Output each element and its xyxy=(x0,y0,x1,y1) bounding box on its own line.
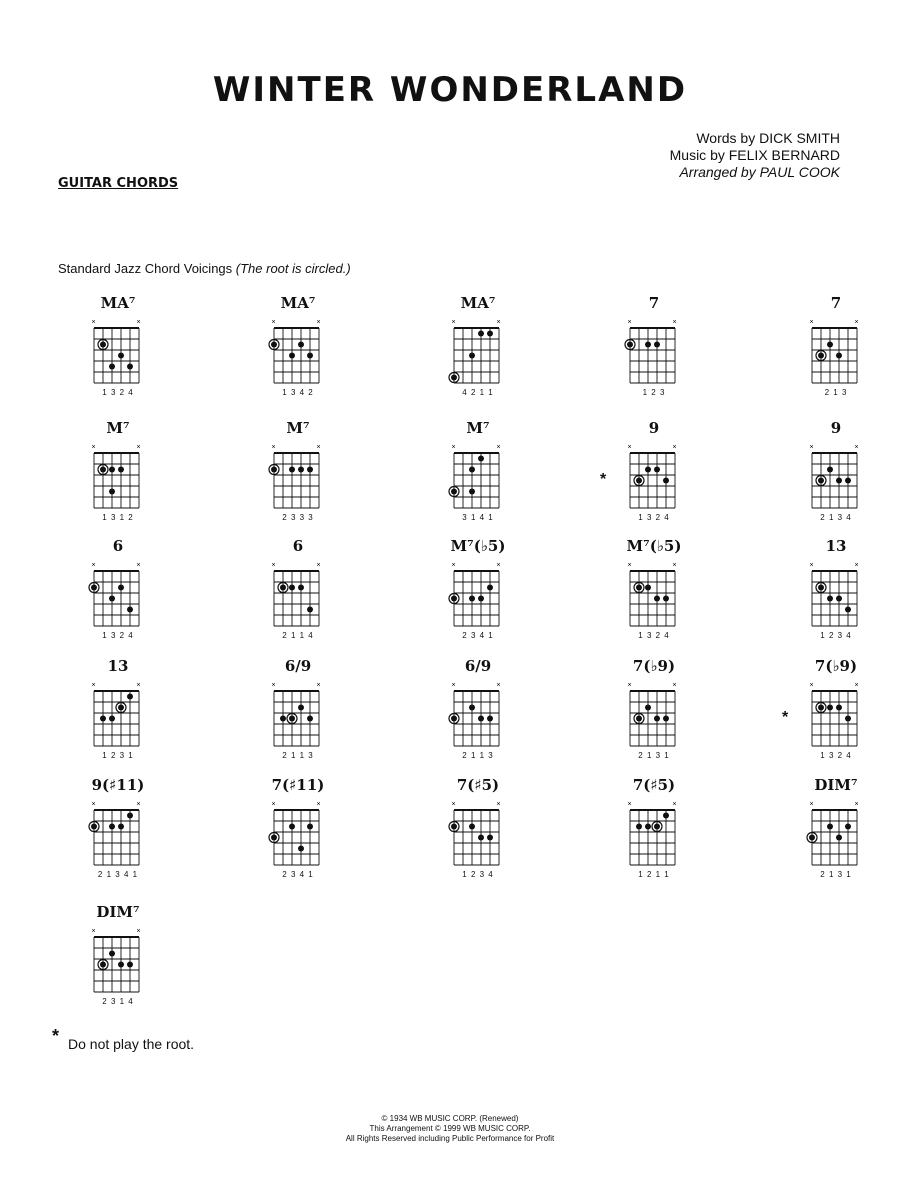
chord-name: 6 xyxy=(112,537,124,555)
finger-dot xyxy=(663,478,669,484)
finger-numbers: 1 3 2 4 xyxy=(638,631,670,640)
finger-dot xyxy=(280,716,286,722)
finger-dot xyxy=(91,824,97,830)
finger-dot xyxy=(109,467,115,473)
chord-name: 7(♯5) xyxy=(456,776,500,794)
mute-mark: × xyxy=(451,319,456,326)
fretboard-grid xyxy=(796,677,876,749)
finger-dot xyxy=(654,467,660,473)
mute-mark: × xyxy=(91,562,96,569)
finger-numbers: 2 3 3 3 xyxy=(282,513,314,522)
chord-diagram xyxy=(438,294,548,414)
finger-dot xyxy=(487,716,493,722)
fretboard-grid xyxy=(78,677,158,749)
chord-diagram xyxy=(782,657,900,777)
finger-dot xyxy=(469,467,475,473)
fretboard-grid xyxy=(258,796,338,868)
chord-name: DIM⁷ xyxy=(96,903,140,921)
finger-dot xyxy=(298,467,304,473)
finger-dot xyxy=(271,342,277,348)
chord-diagram xyxy=(614,294,724,414)
finger-numbers: 1 3 2 4 xyxy=(102,631,134,640)
finger-dot xyxy=(451,716,457,722)
chord-name: 6 xyxy=(292,537,304,555)
finger-dot xyxy=(100,467,106,473)
no-root-star: * xyxy=(782,709,789,726)
finger-numbers: 1 3 4 2 xyxy=(282,388,314,397)
fretboard-grid xyxy=(258,557,338,629)
finger-numbers: 2 3 4 1 xyxy=(462,631,494,640)
finger-dot xyxy=(636,478,642,484)
fretboard-grid xyxy=(438,796,518,868)
mute-mark: × xyxy=(316,319,321,326)
finger-dot xyxy=(636,824,642,830)
finger-numbers: 1 2 3 4 xyxy=(820,631,852,640)
finger-dot xyxy=(654,596,660,602)
finger-dot xyxy=(654,342,660,348)
mute-mark: × xyxy=(627,319,632,326)
finger-dot xyxy=(645,467,651,473)
chord-name: 9 xyxy=(648,419,660,437)
finger-dot xyxy=(109,951,115,957)
chord-name: 13 xyxy=(825,537,847,555)
copyright-line: This Arrangement © 1999 WB MUSIC CORP. xyxy=(369,1124,531,1133)
chord-diagram xyxy=(78,294,188,414)
finger-dot xyxy=(478,596,484,602)
mute-mark: × xyxy=(451,444,456,451)
finger-dot xyxy=(289,716,295,722)
mute-mark: × xyxy=(809,319,814,326)
finger-dot xyxy=(845,824,851,830)
finger-dot xyxy=(827,342,833,348)
finger-dot xyxy=(469,596,475,602)
fretboard-grid xyxy=(258,439,338,511)
chord-diagram xyxy=(78,657,188,777)
fretboard-grid xyxy=(614,796,694,868)
finger-dot xyxy=(451,824,457,830)
mute-mark: × xyxy=(91,801,96,808)
finger-dot xyxy=(109,824,115,830)
chord-name: M⁷ xyxy=(286,419,310,437)
finger-dot xyxy=(100,342,106,348)
chord-diagram xyxy=(438,537,548,657)
chord-name: 9(♯11) xyxy=(91,776,145,794)
mute-mark: × xyxy=(496,319,501,326)
finger-numbers: 1 3 2 4 xyxy=(820,751,852,760)
credits xyxy=(510,130,840,181)
mute-mark: × xyxy=(136,928,141,935)
chord-diagram xyxy=(600,419,724,539)
finger-dot xyxy=(127,813,133,819)
mute-mark: × xyxy=(316,444,321,451)
chord-name: 7(♯5) xyxy=(632,776,676,794)
finger-dot xyxy=(109,489,115,495)
finger-dot xyxy=(487,585,493,591)
mute-mark: × xyxy=(91,319,96,326)
mute-mark: × xyxy=(451,562,456,569)
chord-name: 13 xyxy=(107,657,129,675)
finger-dot xyxy=(636,585,642,591)
finger-numbers: 2 1 1 4 xyxy=(282,631,314,640)
mute-mark: × xyxy=(136,319,141,326)
finger-dot xyxy=(836,835,842,841)
finger-dot xyxy=(127,962,133,968)
chord-name: 9 xyxy=(830,419,842,437)
chord-name: M⁷ xyxy=(106,419,130,437)
fretboard-grid xyxy=(258,314,338,386)
chord-diagram xyxy=(78,776,188,896)
mute-mark: × xyxy=(672,562,677,569)
chord-diagram xyxy=(78,419,188,539)
chord-diagram xyxy=(438,419,548,539)
fretboard-grid xyxy=(614,439,694,511)
finger-dot xyxy=(654,824,660,830)
finger-dot xyxy=(827,596,833,602)
finger-dot xyxy=(827,705,833,711)
footnote-text: Do not play the root. xyxy=(68,1036,195,1052)
chord-name: MA⁷ xyxy=(460,294,496,312)
finger-dot xyxy=(836,705,842,711)
fretboard-grid xyxy=(796,557,876,629)
finger-dot xyxy=(109,596,115,602)
mute-mark: × xyxy=(627,682,632,689)
mute-mark: × xyxy=(854,444,859,451)
fretboard-grid xyxy=(438,677,518,749)
mute-mark: × xyxy=(271,801,276,808)
fretboard-grid xyxy=(78,314,158,386)
finger-dot xyxy=(451,375,457,381)
chord-diagram xyxy=(258,419,368,539)
finger-dot xyxy=(109,716,115,722)
composer-credit: Music by FELIX BERNARD xyxy=(669,147,840,163)
mute-mark: × xyxy=(809,682,814,689)
fretboard-grid xyxy=(614,677,694,749)
mute-mark: × xyxy=(627,801,632,808)
finger-dot xyxy=(487,835,493,841)
fretboard-grid xyxy=(78,557,158,629)
finger-dot xyxy=(127,694,133,700)
finger-dot xyxy=(271,467,277,473)
chord-name: M⁷(♭5) xyxy=(450,537,506,555)
chord-name: 7 xyxy=(830,294,842,312)
finger-dot xyxy=(827,467,833,473)
finger-dot xyxy=(663,596,669,602)
chord-diagram xyxy=(796,419,900,539)
finger-dot xyxy=(451,489,457,495)
mute-mark: × xyxy=(672,444,677,451)
chord-name: M⁷(♭5) xyxy=(626,537,682,555)
finger-dot xyxy=(627,342,633,348)
chord-name: 6/9 xyxy=(284,657,312,675)
chord-name: DIM⁷ xyxy=(814,776,858,794)
chord-diagram xyxy=(78,537,188,657)
mute-mark: × xyxy=(496,444,501,451)
finger-dot xyxy=(100,716,106,722)
fretboard-grid xyxy=(258,677,338,749)
finger-dot xyxy=(289,467,295,473)
lyricist-credit: Words by DICK SMITH xyxy=(696,130,840,146)
chord-diagram xyxy=(78,903,188,1023)
finger-dot xyxy=(289,353,295,359)
finger-dot xyxy=(118,962,124,968)
mute-mark: × xyxy=(809,801,814,808)
finger-dot xyxy=(289,824,295,830)
finger-dot xyxy=(478,331,484,337)
footnote-star: * xyxy=(52,1026,60,1046)
finger-dot xyxy=(845,478,851,484)
mute-mark: × xyxy=(316,682,321,689)
finger-numbers: 2 1 3 xyxy=(824,388,848,397)
finger-numbers: 1 2 1 1 xyxy=(638,870,670,879)
finger-numbers: 4 2 1 1 xyxy=(462,388,494,397)
chord-name: 7(♭9) xyxy=(632,657,676,675)
finger-dot xyxy=(469,489,475,495)
mute-mark: × xyxy=(672,801,677,808)
fretboard-grid xyxy=(796,439,876,511)
finger-dot xyxy=(118,585,124,591)
mute-mark: × xyxy=(91,444,96,451)
voicings-text: Standard Jazz Chord Voicings xyxy=(58,261,233,276)
finger-dot xyxy=(636,716,642,722)
copyright-line: All Rights Reserved including Public Performance for Profit xyxy=(345,1134,555,1143)
finger-dot xyxy=(478,716,484,722)
finger-dot xyxy=(118,824,124,830)
mute-mark: × xyxy=(136,801,141,808)
mute-mark: × xyxy=(271,562,276,569)
finger-dot xyxy=(663,716,669,722)
finger-dot xyxy=(818,585,824,591)
chord-name: MA⁷ xyxy=(100,294,136,312)
chord-diagram xyxy=(258,537,368,657)
mute-mark: × xyxy=(854,682,859,689)
section-label: GUITAR CHORDS xyxy=(58,176,179,191)
no-root-star: * xyxy=(600,471,607,488)
song-title: WINTER WONDERLAND xyxy=(212,70,688,110)
finger-numbers: 1 3 1 2 xyxy=(102,513,134,522)
finger-numbers: 1 2 3 xyxy=(642,388,666,397)
finger-dot xyxy=(298,585,304,591)
chord-diagram xyxy=(258,657,368,777)
finger-dot xyxy=(818,478,824,484)
finger-dot xyxy=(307,824,313,830)
chord-diagram xyxy=(258,776,368,896)
finger-dot xyxy=(91,585,97,591)
chord-name: MA⁷ xyxy=(280,294,316,312)
chord-name: 7(♯11) xyxy=(271,776,325,794)
finger-dot xyxy=(487,331,493,337)
finger-dot xyxy=(845,607,851,613)
fretboard-grid xyxy=(78,796,158,868)
finger-dot xyxy=(289,585,295,591)
copyright-line: © 1934 WB MUSIC CORP. (Renewed) xyxy=(381,1114,519,1123)
mute-mark: × xyxy=(136,444,141,451)
mute-mark: × xyxy=(271,682,276,689)
finger-dot xyxy=(298,705,304,711)
finger-dot xyxy=(478,835,484,841)
mute-mark: × xyxy=(672,682,677,689)
fretboard-grid xyxy=(614,557,694,629)
mute-mark: × xyxy=(627,562,632,569)
finger-dot xyxy=(654,716,660,722)
mute-mark: × xyxy=(854,319,859,326)
chord-diagram xyxy=(438,657,548,777)
finger-dot xyxy=(836,596,842,602)
voicings-heading xyxy=(58,261,351,276)
finger-numbers: 2 1 3 1 xyxy=(820,870,852,879)
finger-dot xyxy=(280,585,286,591)
fretboard-grid xyxy=(438,557,518,629)
mute-mark: × xyxy=(136,562,141,569)
finger-dot xyxy=(469,824,475,830)
finger-dot xyxy=(127,607,133,613)
mute-mark: × xyxy=(496,801,501,808)
finger-dot xyxy=(118,467,124,473)
finger-dot xyxy=(118,705,124,711)
finger-numbers: 2 1 1 3 xyxy=(282,751,314,760)
mute-mark: × xyxy=(809,562,814,569)
chord-diagram xyxy=(258,294,368,414)
mute-mark: × xyxy=(91,682,96,689)
finger-numbers: 2 1 3 4 xyxy=(820,513,852,522)
arranger-credit: Arranged by PAUL COOK xyxy=(679,164,840,180)
chord-name: 7(♭9) xyxy=(814,657,858,675)
chord-diagram xyxy=(614,537,724,657)
finger-dot xyxy=(645,824,651,830)
finger-dot xyxy=(663,813,669,819)
finger-dot xyxy=(307,607,313,613)
finger-dot xyxy=(469,705,475,711)
finger-dot xyxy=(836,478,842,484)
finger-dot xyxy=(307,467,313,473)
mute-mark: × xyxy=(496,682,501,689)
mute-mark: × xyxy=(496,562,501,569)
finger-numbers: 2 3 4 1 xyxy=(282,870,314,879)
mute-mark: × xyxy=(271,444,276,451)
finger-dot xyxy=(271,835,277,841)
mute-mark: × xyxy=(271,319,276,326)
finger-dot xyxy=(307,716,313,722)
finger-dot xyxy=(645,705,651,711)
finger-dot xyxy=(298,342,304,348)
mute-mark: × xyxy=(451,682,456,689)
mute-mark: × xyxy=(451,801,456,808)
chord-name: 6/9 xyxy=(464,657,492,675)
finger-dot xyxy=(809,835,815,841)
fretboard-grid xyxy=(796,314,876,386)
copyright-notice xyxy=(0,1114,900,1144)
finger-dot xyxy=(827,824,833,830)
finger-dot xyxy=(100,962,106,968)
chord-diagram xyxy=(438,776,548,896)
finger-numbers: 2 1 1 3 xyxy=(462,751,494,760)
mute-mark: × xyxy=(627,444,632,451)
voicings-note: (The root is circled.) xyxy=(235,261,351,276)
finger-dot xyxy=(818,353,824,359)
finger-dot xyxy=(451,596,457,602)
finger-dot xyxy=(109,364,115,370)
chord-diagram xyxy=(796,294,900,414)
finger-dot xyxy=(127,364,133,370)
finger-numbers: 1 3 2 4 xyxy=(638,513,670,522)
mute-mark: × xyxy=(809,444,814,451)
finger-numbers: 2 1 3 4 1 xyxy=(97,870,139,879)
chord-diagram xyxy=(614,776,724,896)
fretboard-grid xyxy=(78,439,158,511)
mute-mark: × xyxy=(91,928,96,935)
finger-dot xyxy=(118,353,124,359)
mute-mark: × xyxy=(136,682,141,689)
fretboard-grid xyxy=(438,439,518,511)
fretboard-grid xyxy=(614,314,694,386)
fretboard-grid xyxy=(796,796,876,868)
finger-dot xyxy=(478,456,484,462)
finger-dot xyxy=(469,353,475,359)
finger-numbers: 1 3 2 4 xyxy=(102,388,134,397)
mute-mark: × xyxy=(316,562,321,569)
finger-dot xyxy=(298,846,304,852)
fretboard-grid xyxy=(78,923,158,995)
mute-mark: × xyxy=(316,801,321,808)
finger-dot xyxy=(818,705,824,711)
finger-numbers: 2 3 1 4 xyxy=(102,997,134,1006)
finger-dot xyxy=(836,353,842,359)
finger-numbers: 3 1 4 1 xyxy=(462,513,494,522)
chord-diagram xyxy=(614,657,724,777)
finger-dot xyxy=(645,342,651,348)
mute-mark: × xyxy=(854,801,859,808)
finger-dot xyxy=(645,585,651,591)
finger-dot xyxy=(307,353,313,359)
finger-numbers: 2 1 3 1 xyxy=(638,751,670,760)
mute-mark: × xyxy=(672,319,677,326)
fretboard-grid xyxy=(438,314,518,386)
chord-diagram xyxy=(796,776,900,896)
chord-name: 7 xyxy=(648,294,660,312)
chord-name: M⁷ xyxy=(466,419,490,437)
finger-numbers: 1 2 3 4 xyxy=(462,870,494,879)
finger-dot xyxy=(845,716,851,722)
chord-diagram xyxy=(796,537,900,657)
finger-numbers: 1 2 3 1 xyxy=(102,751,134,760)
mute-mark: × xyxy=(854,562,859,569)
